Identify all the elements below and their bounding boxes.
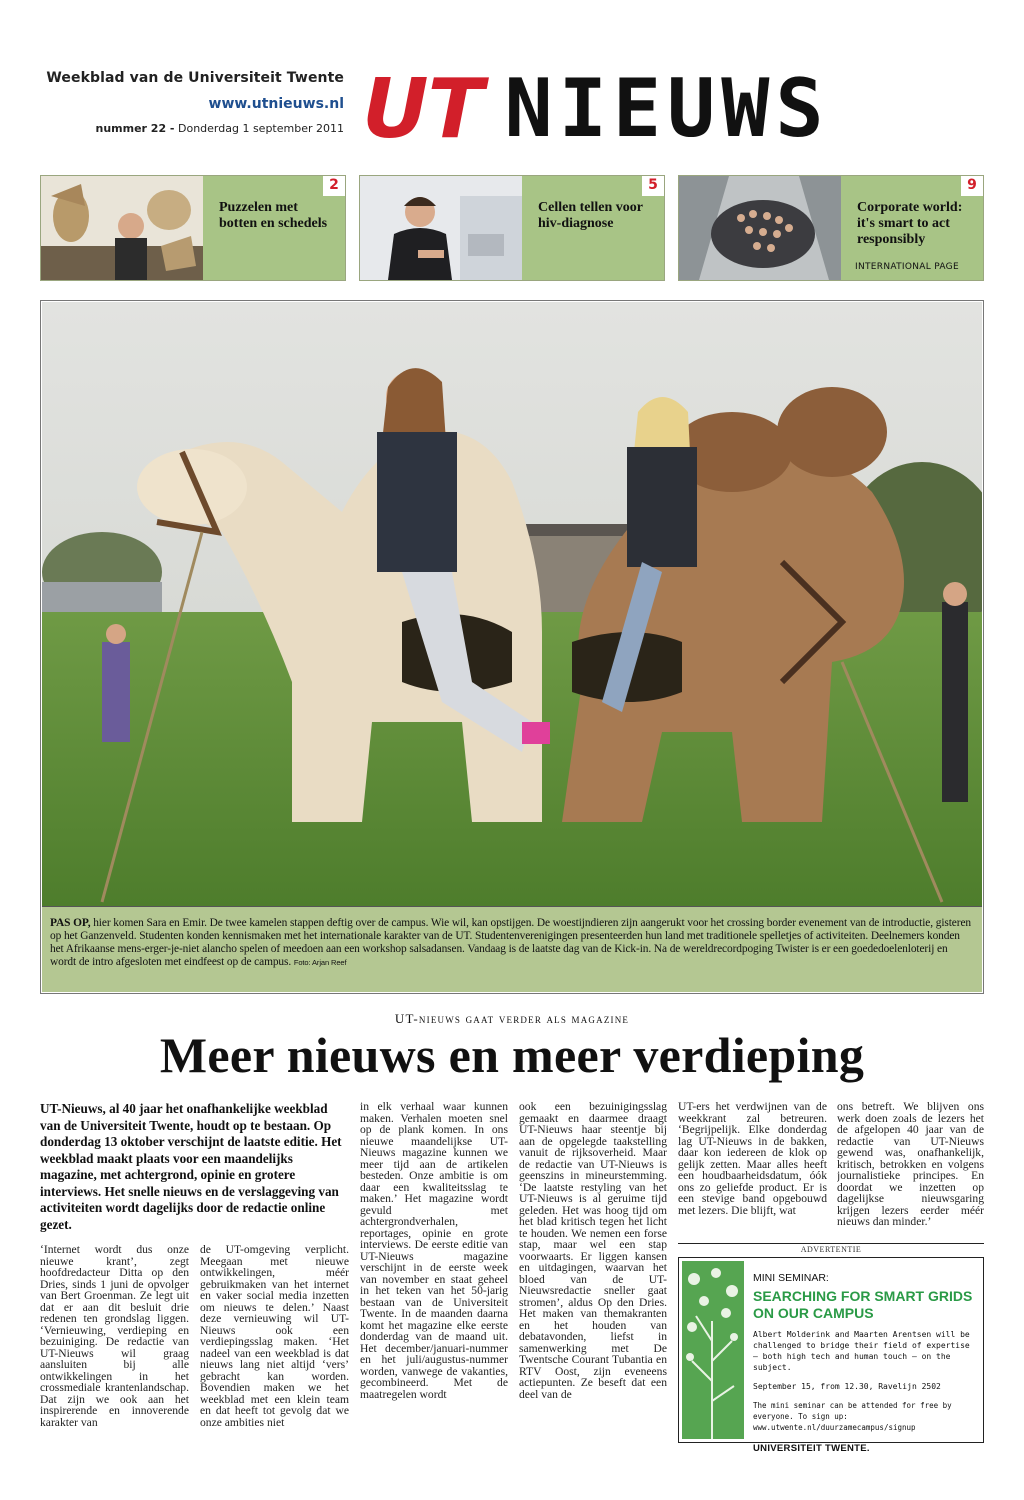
logo-ut: UT bbox=[362, 62, 483, 157]
teaser-title: Cellen tellen voor hiv-diagnose bbox=[538, 200, 643, 231]
photo-caption bbox=[42, 906, 982, 992]
ad-label: ADVERTENTIE bbox=[800, 1245, 862, 1254]
teaser-cells[interactable] bbox=[359, 175, 665, 281]
ad-signup[interactable]: The mini seminar can be attended for free by everyone. To sign up: www.utwente.nl/duurzamecampus/signup bbox=[753, 1401, 952, 1432]
ad-text bbox=[753, 1272, 977, 1454]
teaser-section-label: INTERNATIONAL PAGE bbox=[855, 262, 959, 272]
article-column-5: UT-ers het verdwijnen van de weekkrant zal betreuren. ‘Begrijpelijk. Elke donderdag lag UT-Nieuws in de bakken, daar kon iedereen de klok op gelijk zetten. Maar alles heeft een houdbaarheidsdatum, óók ons zo geliefde product. Er is een stevige band opgebouwd met lezers. Die blijft, wat bbox=[678, 1101, 827, 1217]
photo-credit: Foto: Arjan Reef bbox=[293, 958, 347, 967]
ad-body: Albert Molderink and Maarten Arentsen will be challenged to bridge their field of expertise – both high tech and human touch – on the subject. bbox=[753, 1330, 970, 1372]
issue-number: nummer 22 - bbox=[95, 122, 175, 135]
ad-divider bbox=[678, 1243, 984, 1244]
issue-line bbox=[40, 122, 344, 135]
teaser-international-text bbox=[841, 176, 983, 280]
article-lead: UT-Nieuws, al 40 jaar het onafhankelijke weekblad van de Universiteit Twente, houdt op te bestaan. Op donderdag 13 oktober verschijnt de laatste editie. Het weekblad maakt plaats voor een maandelijks magazine, met achtergrond, opinie en grotere interviews. Het snelle nieuws en de verslaggeving van activiteiten wordt dagelijks door de redactie online gezet. bbox=[40, 1101, 342, 1232]
article-kicker: UT-nieuws gaat verder als magazine bbox=[394, 1011, 630, 1026]
website-link[interactable]: www.utnieuws.nl bbox=[208, 96, 344, 112]
article-column-4: ook een bezuinigingsslag gemaakt en daarmee draagt UT-Nieuws haar steentje bij aan de opgelegde taakstelling vanuit de rijksoverheid. Maar de redactie van UT-Nieuws is geenszins in mineurstemming. ‘De laatste restyling van het UT-Nieuws is al geruime tijd geleden. Het was hoog tijd om het blad kritisch tegen het licht te houden. We nemen een forse stap, maar wel een stap voorwaarts. Er liggen kansen en uitdagingen, waarvan het bloed van de UT-Nieuwsredactie sneller gaat stromen’, aldus Op den Dries. Het maken van themakranten en het houden van debatavonden, liefst in samenwerking met De Twentsche Courant Tubantia en RTV Oost, zijn eveneens actiepunten. Ze beseft dat een deel van de bbox=[519, 1101, 667, 1401]
ad-title: SEARCHING FOR SMART GRIDS ON OUR CAMPUS bbox=[753, 1288, 973, 1321]
teaser-international-photo bbox=[679, 176, 841, 280]
article-column-6: ons betreft. We blijven ons werk doen zoals de lezers het de afgelopen 40 jaar van de redactie van UT-Nieuws gewend was, onafhankelijk, kritisch, betrokken en volgens journalistieke principes. En doordat we inzetten op dagelijkse nieuwsgaring krijgen lezers eerder méér nieuws dan minder.’ bbox=[837, 1101, 984, 1228]
article-column-2: de UT-omgeving verplicht. Meegaan met nieuwe ontwikkelingen, méér gebruikmaken van het internet en vaker social media inzetten om nieuws te delen.’ Naast deze vernieuwing wil UT-Nieuws ook een verdiepingsslag maken. ‘Het nadeel van een weekblad is dat nieuws lang niet altijd ‘vers’ gebracht kan worden. Bovendien maken we het weekblad met een klein team en dat heeft tot gevolg dat we onze ambities niet bbox=[200, 1244, 349, 1429]
teaser-page-number: 9 bbox=[961, 176, 983, 196]
article-headline: Meer nieuws en meer verdieping bbox=[159, 1027, 865, 1083]
teaser-row bbox=[40, 175, 984, 281]
article-column-3: in elk verhaal waar kunnen maken. Verhalen moeten snel op de plank komen. In ons nieuwe maandelijkse UT-Nieuws magazine kunnen we meer tijd aan de artikelen besteden. Onze ambitie is om daar een kwaliteitsslag te maken.’ Het magazine wordt gevuld met achtergrondverhalen, reportages, opinie en grote interviews. De eerste editie van UT-Nieuws magazine verschijnt in de eerste week van november en staat geheel in het teken van het 50-jarig bestaan van de Universiteit Twente. In de maanden daarna komt het magazine elke eerste donderdag van de maand uit. Het december/januari-nummer en het juli/augustus-nummer worden, vanwege de vakanties, gecombineerd. Met de maatregelen wordt bbox=[360, 1101, 508, 1401]
teaser-page-number: 5 bbox=[642, 176, 664, 196]
ad-kicker: MINI SEMINAR: bbox=[753, 1272, 829, 1284]
caption-lead: PAS OP, bbox=[50, 917, 91, 929]
tagline: Weekblad van de Universiteit Twente bbox=[46, 70, 344, 86]
camel-photo bbox=[42, 302, 982, 906]
caption-text: hier komen Sara en Emir. De twee kamelen stappen deftig over de campus. Wie wil, kan opstijgen. De woestijndieren zijn aangerukt voor het crossing border evenement van de introductie, gisteren op het Ganzenveld. Studenten konden kennismaken met het internationale karakter van de UT. Studentenverenigingen presenteerden hun land met traditionele spelletjes of activiteiten. Deelnemers konden het Afrikaanse mens-erger-je-niet alancho spelen of meedoen aan een workshop salsadansen. Vandaag is de laatste dag van de Kick-in. Na de wereldrecordpoging Twister is er een goededoelenloterij en wordt de intro afgesloten met eindfeest op de campus. bbox=[50, 917, 972, 968]
main-photo-frame bbox=[40, 300, 984, 994]
teaser-bones-photo bbox=[41, 176, 203, 280]
masthead-info bbox=[40, 70, 344, 135]
teaser-page-number: 2 bbox=[323, 176, 345, 196]
article-column-1: ‘Internet wordt dus onze nieuwe krant’, zegt hoofdredacteur Ditta op den Dries, sinds 1 juni de opvolger van Bert Groenman. Ze legt uit dat er aan dit besluit drie redenen ten grondslag liggen. ‘Vernieuwing, verdieping en bezuiniging. De redactie van UT-Nieuws wil graag aansluiten bij alle ontwikkelingen in het crossmediale krantenlandschap. Dat zijn we ook aan het inspirerende en innoverende karakter van bbox=[40, 1244, 189, 1429]
teaser-title: Corporate world: it's smart to act responsibly bbox=[857, 200, 963, 247]
ad-date: September 15, from 12.30, Ravelijn 2502 bbox=[753, 1382, 941, 1391]
teaser-title: Puzzelen met botten en schedels bbox=[219, 200, 328, 231]
leaf-illustration bbox=[682, 1261, 744, 1439]
teaser-cells-text bbox=[522, 176, 664, 280]
teaser-international[interactable] bbox=[678, 175, 984, 281]
teaser-bones[interactable] bbox=[40, 175, 346, 281]
seminar-advertisement[interactable] bbox=[678, 1257, 984, 1454]
university-logo-text: UNIVERSITEIT TWENTE. bbox=[753, 1443, 870, 1454]
teaser-bones-text bbox=[203, 176, 345, 280]
teaser-cells-photo bbox=[360, 176, 522, 280]
newspaper-logo bbox=[362, 62, 830, 157]
logo-nieuws: NIEUWS bbox=[504, 62, 830, 155]
issue-date: Donderdag 1 september 2011 bbox=[178, 122, 344, 135]
